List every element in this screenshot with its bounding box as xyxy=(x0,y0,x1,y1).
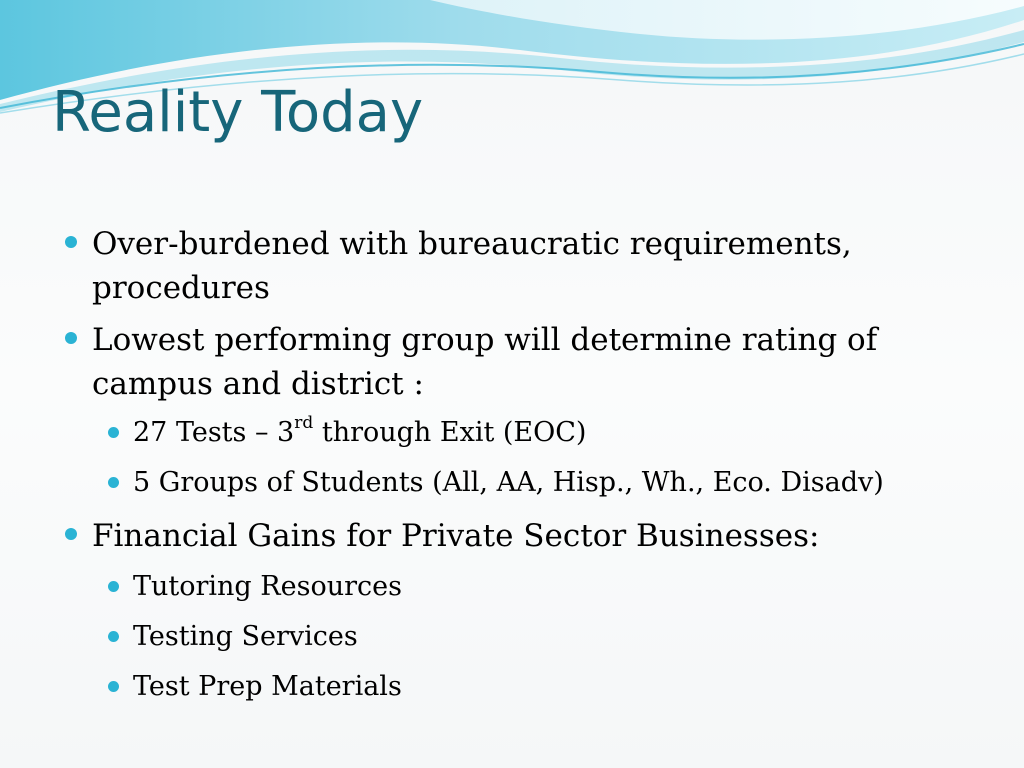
slide-title: Reality Today xyxy=(52,80,424,145)
sub-bullet-text xyxy=(133,413,587,448)
sub-bullet-item xyxy=(60,414,970,452)
bullet-item xyxy=(60,318,970,406)
sub-bullet-item xyxy=(60,668,970,706)
sub-bullet-item xyxy=(60,618,970,656)
sub-bullet-text: 5 Groups of Students (All, AA, Hisp., Wh., Eco. Disadv) xyxy=(133,467,884,498)
bullet-text: Over-burdened with bureaucratic requirements, procedures xyxy=(92,226,852,306)
bullet-dot-icon xyxy=(65,236,77,248)
sub-bullet-text: Testing Services xyxy=(133,621,358,652)
bullet-dot-icon xyxy=(108,631,119,642)
bullet-dot-icon xyxy=(65,332,77,344)
bullet-dot-icon xyxy=(108,681,119,692)
bullet-item xyxy=(60,222,970,310)
sub-bullet-text-pre: 27 Tests – 3 xyxy=(133,417,295,448)
bullet-dot-icon xyxy=(65,528,77,540)
bullet-dot-icon xyxy=(108,477,119,488)
sub-bullet-item xyxy=(60,568,970,606)
sub-bullet-item xyxy=(60,464,970,502)
sub-bullet-text: Test Prep Materials xyxy=(133,671,402,702)
bullet-dot-icon xyxy=(108,427,119,438)
ordinal-superscript: rd xyxy=(294,413,314,433)
bullet-dot-icon xyxy=(108,581,119,592)
bullet-list xyxy=(60,222,970,718)
bullet-text: Financial Gains for Private Sector Businesses: xyxy=(92,518,820,554)
bullet-text: Lowest performing group will determine rating of campus and district : xyxy=(92,322,878,402)
sub-bullet-text-post: through Exit (EOC) xyxy=(313,417,587,448)
bullet-item xyxy=(60,514,970,558)
sub-bullet-text: Tutoring Resources xyxy=(133,571,402,602)
